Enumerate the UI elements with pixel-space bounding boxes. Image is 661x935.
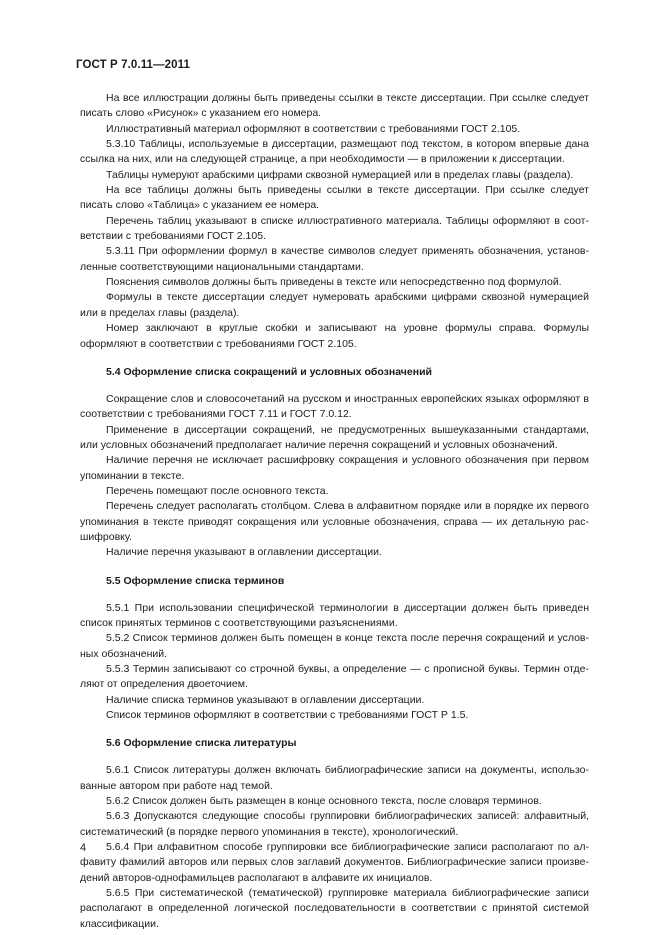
paragraph: 5.6.4 При алфавитном способе группировки все библиографические записи располагают по алфавиту фамилий авторов или первых слов заглавий документов. Библиографические записи произведений авторов-однофамильцев располагают в алфавите их инициалов. [80,841,589,884]
paragraph: На все иллюстрации должны быть приведены ссылки в тексте диссертации. При ссылке следует писать слово «Рисунок» с указанием его номера. [80,92,589,120]
paragraph: 5.3.11 При оформлении формул в качестве символов следует применять обозначения, установленные соответствующими национальными стандартами. [80,245,589,273]
paragraph: Сокращение слов и словосочетаний на русском и иностранных европейских языках оформляют в соответствии с требованиями ГОСТ 7.11 и ГОСТ 7.0.12. [80,392,589,421]
section-heading-5-6: 5.6 Оформление списка литературы [106,737,297,750]
paragraph: 5.5.1 При использовании специфической терминологии в диссертации должен быть приведен список принятых терминов с соответствующими разъяснениями. [80,601,589,629]
paragraph: 5.6.1 Список литературы должен включать библиографические записи на документы, использованные автором при работе над темой. [80,764,589,792]
paragraph: 5.5.3 Термин записывают со строчной буквы, а определение — с прописной буквы. Термин отделяют от определения двоеточием. [80,663,589,691]
page-number: 4 [80,842,87,854]
paragraph: На все таблицы должны быть приведены ссылки в тексте диссертации. При ссылке следует писать слово «Таблица» с указанием ее номера. [80,184,589,212]
document-body [80,91,589,932]
paragraph: Перечень помещают после основного текста. [106,484,329,497]
paragraph: Перечень следует располагать столбцом. Слева в алфавитном порядке или в порядке их первого упоминания в тексте приводят сокращения или условные обозначения, справа — их детальную расшифровку. [80,500,589,543]
paragraph: Таблицы нумеруют арабскими цифрами сквозной нумерацией или в пределах главы (раздела). [106,168,574,181]
paragraph: 5.5.2 Список терминов должен быть помещен в конце текста после перечня сокращений и условных обозначений. [80,632,589,660]
paragraph: 5.6.2 Список должен быть размещен в конце основного текста, после словаря терминов. [106,795,542,808]
paragraph: Применение в диссертации сокращений, не предусмотренных вышеуказанными стандартами, или условных обозначений предполагает наличие перечня сокращений и условных обозначений. [80,423,589,451]
paragraph: Номер заключают в круглые скобки и записывают на уровне формулы справа. Формулы оформляют в соответствии с требованиями ГОСТ 2.105. [80,322,589,350]
paragraph: Наличие перечня указывают в оглавлении диссертации. [106,546,382,559]
section-heading-5-4: 5.4 Оформление списка сокращений и условных обозначений [106,365,432,378]
section-heading-5-5: 5.5 Оформление списка терминов [106,574,285,587]
paragraph: Список терминов оформляют в соответствии с требованиями ГОСТ Р 1.5. [106,709,469,722]
paragraph: Пояснения символов должны быть приведены в тексте или непосредственно под формулой. [106,276,562,289]
paragraph: Перечень таблиц указывают в списке иллюстративного материала. Таблицы оформляют в соответствии с требованиями ГОСТ 2.105. [80,214,589,243]
paragraph: Формулы в тексте диссертации следует нумеровать арабскими цифрами сквозной нумерацией или в пределах главы (раздела). [80,291,589,319]
paragraph: Наличие списка терминов указывают в оглавлении диссертации. [106,693,425,706]
page-header: ГОСТ Р 7.0.11—2011 [76,59,191,71]
paragraph: Наличие перечня не исключает расшифровку сокращения и условного обозначения при первом упоминании в тексте. [80,454,589,482]
paragraph: 5.3.10 Таблицы, используемые в диссертации, размещают под текстом, в котором впервые дана ссылка на них, или на следующей странице, а при необходимости — в приложении к диссертации. [80,138,589,166]
paragraph: 5.6.3 Допускаются следующие способы группировки библиографических записей: алфавитный, систематический (в порядке первого упоминания в тексте), хронологический. [80,810,589,838]
paragraph: Иллюстративный материал оформляют в соответствии с требованиями ГОСТ 2.105. [106,122,521,135]
paragraph: 5.6.5 При систематической (тематической) группировке материала библиографические записи располагают в определенной логической последовательности в соответствии с принятой системой классификации. [80,887,589,930]
